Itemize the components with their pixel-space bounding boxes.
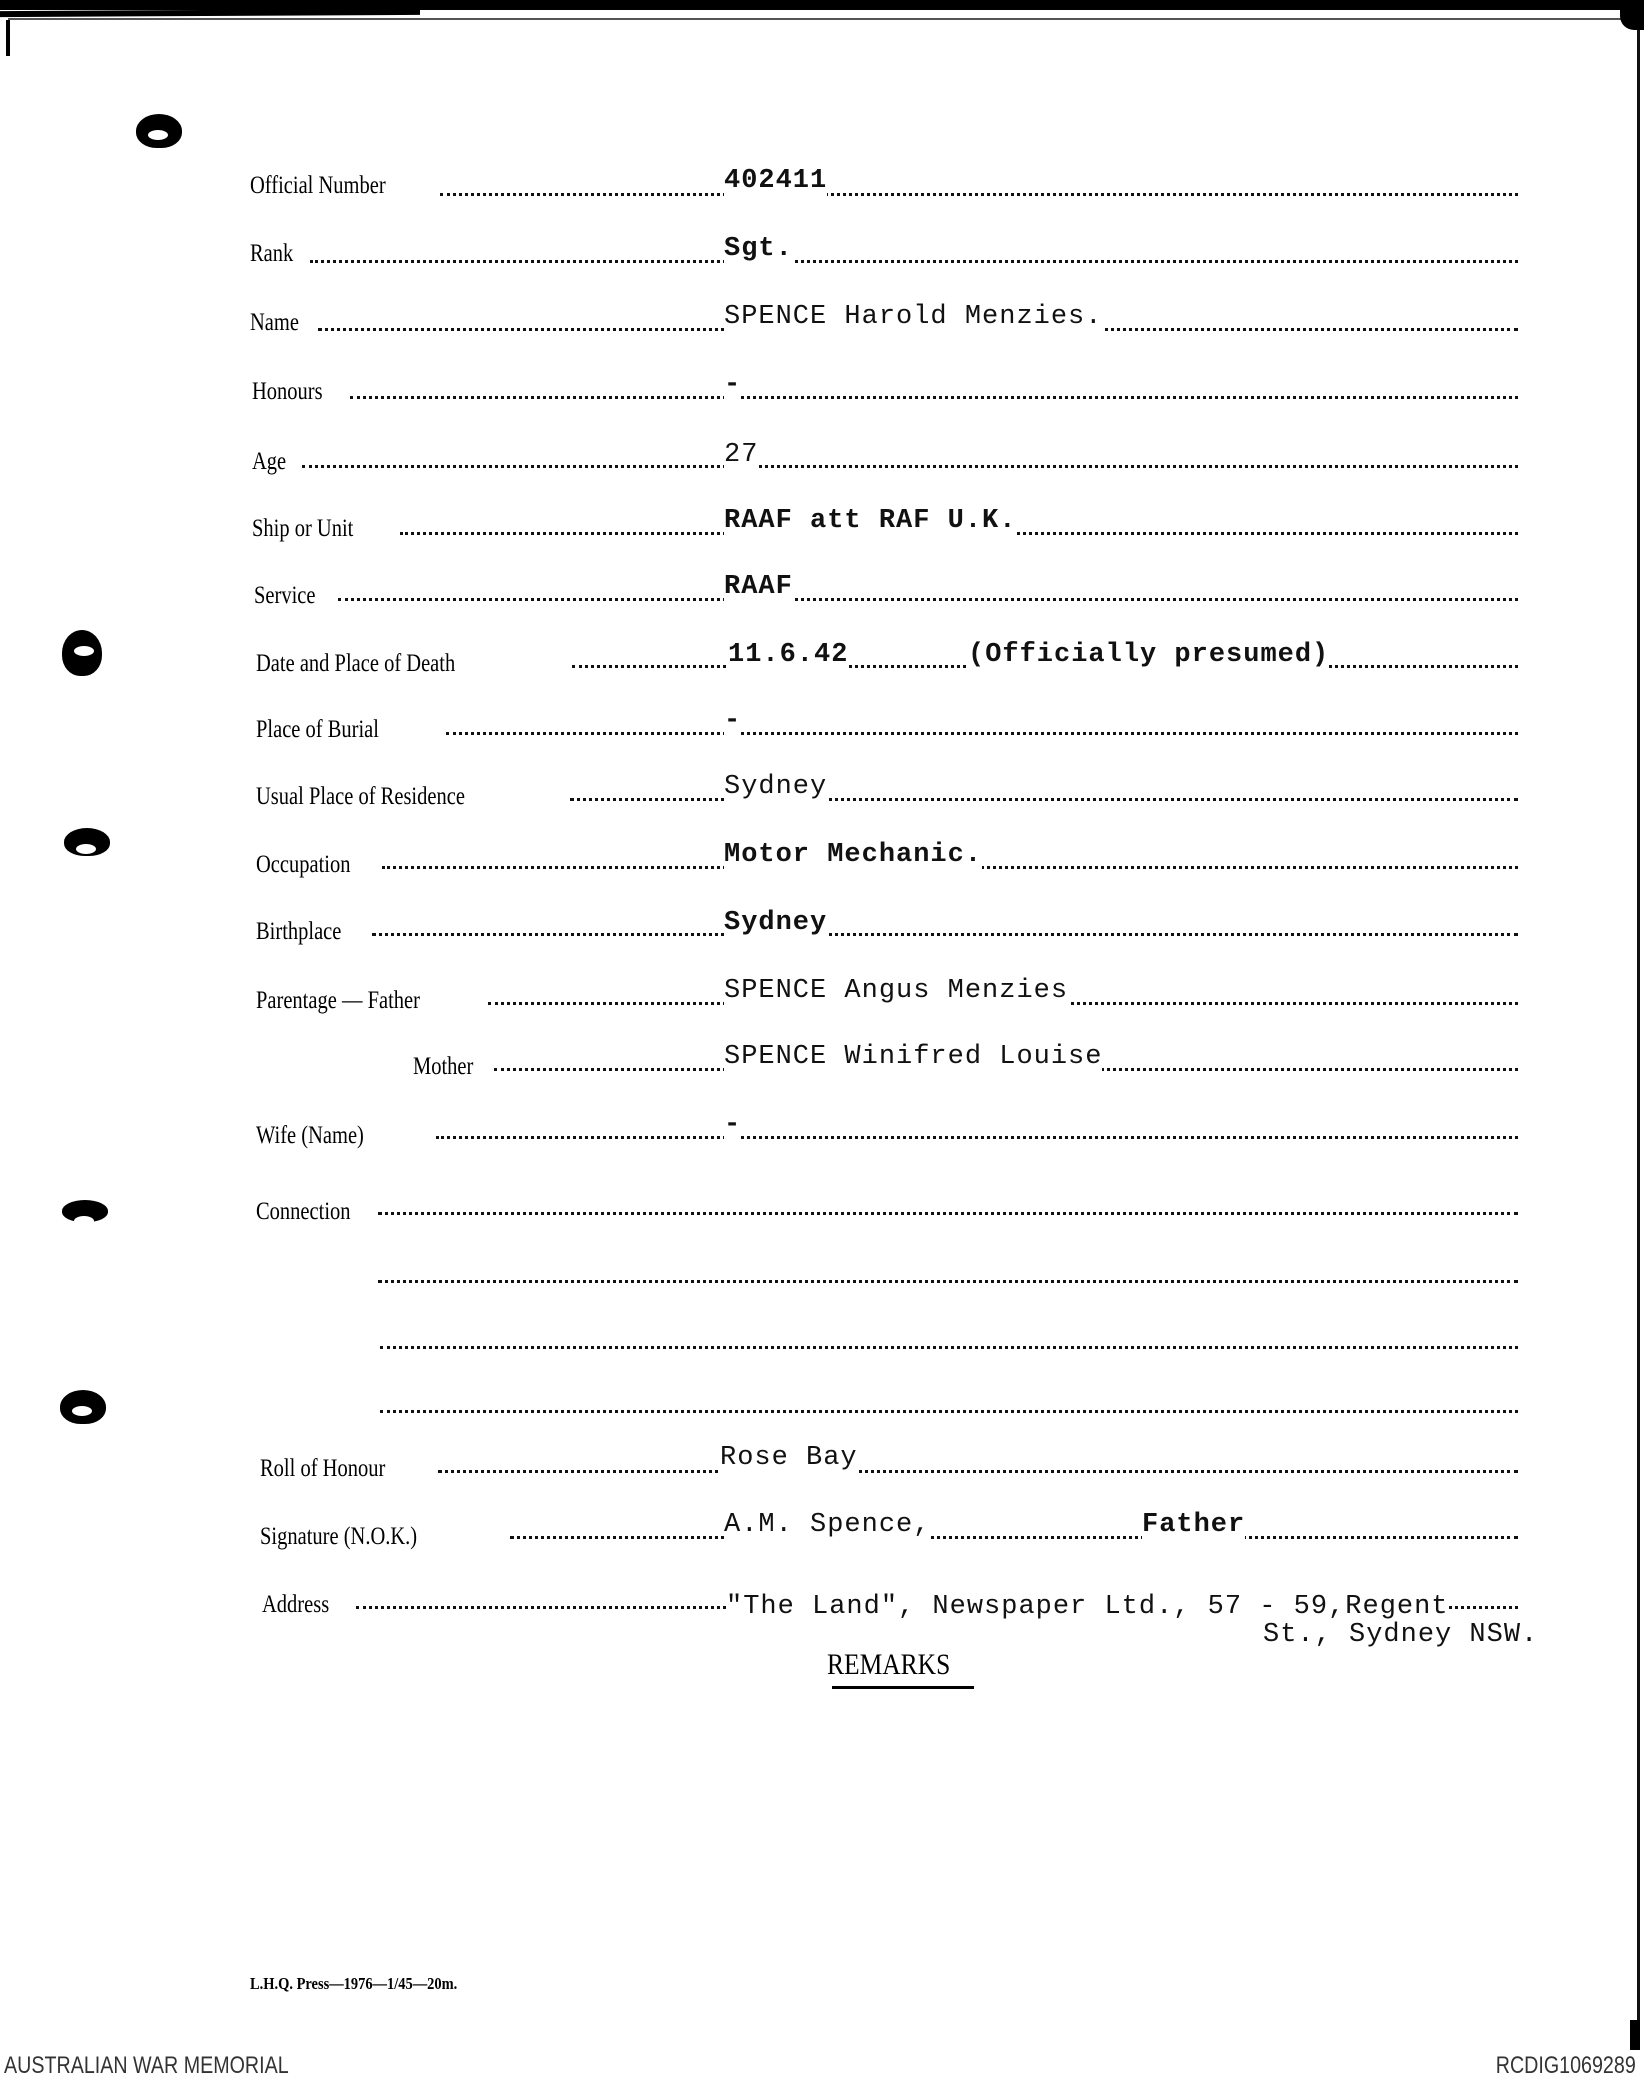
remarks-heading: REMARKS bbox=[827, 1648, 951, 1681]
field-value: SPENCE Winifred Louise bbox=[724, 1042, 1103, 1072]
archive-id: RCDIG1069289 bbox=[1495, 2052, 1636, 2079]
archive-credit: AUSTRALIAN WAR MEMORIAL bbox=[4, 2052, 289, 2079]
field-label: Occupation bbox=[256, 851, 351, 878]
remarks-underline bbox=[832, 1686, 974, 1689]
field-label: Mother bbox=[413, 1053, 474, 1080]
field-relation: Father bbox=[1142, 1510, 1246, 1540]
paper-top-edge bbox=[8, 18, 1628, 20]
field-label: Service bbox=[254, 582, 316, 609]
dotted-line bbox=[510, 1536, 1518, 1539]
field-value: Sgt. bbox=[724, 234, 793, 264]
field-value: Rose Bay bbox=[720, 1443, 858, 1473]
punch-hole-icon bbox=[64, 828, 110, 856]
field-value: Motor Mechanic. bbox=[724, 840, 983, 870]
punch-hole-icon bbox=[62, 630, 102, 676]
dotted-line bbox=[446, 732, 1518, 735]
field-label: Signature (N.O.K.) bbox=[260, 1523, 418, 1550]
field-value: 11.6.42 bbox=[728, 640, 849, 670]
field-value: Sydney bbox=[724, 908, 828, 938]
dotted-line bbox=[438, 1470, 1518, 1473]
dotted-line bbox=[302, 465, 1518, 468]
field-label: Place of Burial bbox=[256, 716, 379, 743]
field-label: Address bbox=[262, 1591, 330, 1618]
field-note: (Officially presumed) bbox=[968, 640, 1330, 670]
punch-hole-icon bbox=[60, 1390, 106, 1424]
dotted-line bbox=[350, 396, 1518, 399]
punch-hole-icon bbox=[62, 1200, 108, 1222]
field-value: - bbox=[724, 706, 742, 736]
field-value: RAAF att RAF U.K. bbox=[724, 506, 1017, 536]
field-label: Roll of Honour bbox=[260, 1455, 386, 1482]
field-value: SPENCE Harold Menzies. bbox=[724, 302, 1103, 332]
field-label: Usual Place of Residence bbox=[256, 783, 465, 810]
field-value: 402411 bbox=[724, 166, 828, 196]
field-value-line2: St., Sydney NSW. bbox=[1263, 1620, 1539, 1650]
field-label: Wife (Name) bbox=[256, 1122, 364, 1149]
field-label: Rank bbox=[250, 240, 294, 267]
dotted-line bbox=[440, 193, 1518, 196]
paper-right-corner bbox=[1620, 0, 1644, 30]
field-value: Sydney bbox=[724, 772, 828, 802]
field-label: Connection bbox=[256, 1198, 351, 1225]
field-label: Age bbox=[252, 448, 287, 475]
field-value: RAAF bbox=[724, 572, 793, 602]
paper-bottom-right-corner bbox=[1630, 2020, 1640, 2050]
printer-imprint: L.H.Q. Press—1976—1/45—20m. bbox=[250, 1974, 458, 1993]
dotted-line bbox=[436, 1136, 1518, 1139]
dotted-line bbox=[372, 933, 1518, 936]
dotted-line bbox=[338, 598, 1518, 601]
field-value: 27 bbox=[724, 440, 759, 470]
top-scan-edge-shadow bbox=[0, 9, 420, 17]
field-label: Ship or Unit bbox=[252, 515, 354, 542]
dotted-line bbox=[378, 1212, 1518, 1215]
field-value: - bbox=[724, 1110, 742, 1140]
field-label: Birthplace bbox=[256, 918, 342, 945]
dotted-line bbox=[380, 1410, 1518, 1413]
paper-left-corner bbox=[6, 20, 10, 56]
top-scan-edge bbox=[0, 0, 1644, 10]
dotted-line bbox=[378, 1280, 1518, 1283]
dotted-line bbox=[380, 1346, 1518, 1349]
punch-hole-icon bbox=[136, 114, 182, 148]
field-value: - bbox=[724, 370, 742, 400]
field-label: Name bbox=[250, 309, 299, 336]
field-value: SPENCE Angus Menzies bbox=[724, 976, 1069, 1006]
field-label: Honours bbox=[252, 378, 323, 405]
field-value: A.M. Spence, bbox=[724, 1510, 931, 1540]
field-label: Official Number bbox=[250, 172, 386, 199]
field-label: Date and Place of Death bbox=[256, 650, 456, 677]
paper-right-edge bbox=[1637, 30, 1640, 2050]
field-label: Parentage — Father bbox=[256, 987, 420, 1014]
dotted-line bbox=[310, 260, 1518, 263]
field-value-line1: "The Land", Newspaper Ltd., 57 - 59,Regent bbox=[726, 1592, 1449, 1622]
dotted-line bbox=[570, 798, 1518, 801]
